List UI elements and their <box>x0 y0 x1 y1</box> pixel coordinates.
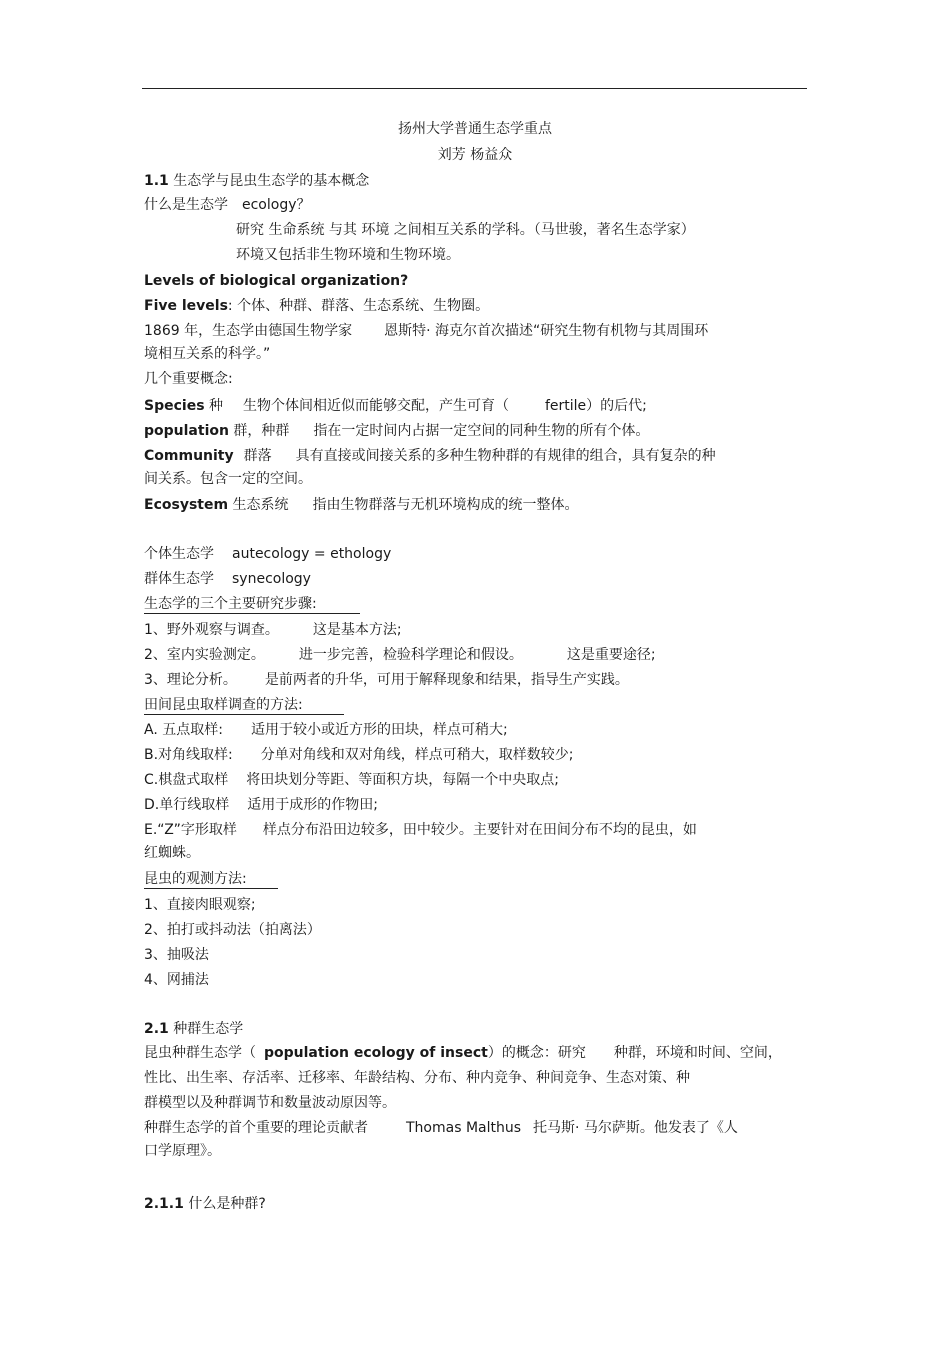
levels-question: Levels of biological organization? <box>144 273 409 289</box>
underlined-title: 昆虫的观测方法: <box>144 870 278 889</box>
section-number: 2.1 <box>144 1021 169 1037</box>
observation-3: 3、抽吸法 <box>144 947 209 963</box>
term-en: population <box>144 423 229 439</box>
method-desc: 分单对角线和双对角线，样点可稍大，取样数较少; <box>260 747 574 763</box>
haeckel-text-b: 恩斯特· 海克尔首次描述“研究生物有机物与其周围环 <box>384 323 709 339</box>
observation-4: 4、网捕法 <box>144 972 209 988</box>
document-title: 扬州大学普通生态学重点 <box>398 121 552 137</box>
step-3 <box>144 671 629 689</box>
step-note: 是前两者的升华，可用于解释现象和结果，指导生产实践。 <box>264 672 629 688</box>
subsection-title: 什么是种群? <box>188 1196 266 1212</box>
observation-1: 1、直接肉眼观察; <box>144 897 256 913</box>
term-zh: 种 <box>208 398 223 414</box>
observation-2: 2、拍打或抖动法（拍离法） <box>144 922 321 938</box>
term-en: Ecosystem <box>144 497 229 513</box>
sampling-c <box>144 771 559 789</box>
concept-community <box>144 447 716 465</box>
sampling-d <box>144 796 378 814</box>
term-definition: 指在一定时间内占据一定空间的同种生物的所有个体。 <box>313 423 650 439</box>
definition-line-1: 研究 生命系统 与其 环境 之间相互关系的学科。（马世骏，著名生态学家） <box>236 222 695 238</box>
underlined-title: 生态学的三个主要研究步骤: <box>144 595 360 614</box>
autecology-line <box>144 545 391 563</box>
document-authors: 刘芳 杨益众 <box>437 147 513 163</box>
paragraph-text: 种群，环境和时间、空间， <box>613 1045 782 1061</box>
paragraph-text: 托马斯· 马尔萨斯。他发表了《人 <box>533 1120 738 1136</box>
question-text: 什么是生态学 <box>144 197 228 213</box>
sampling-title <box>144 696 344 715</box>
haeckel-text-a: 1869 年，生态学由德国生物学家 <box>144 323 353 339</box>
section-heading-2-1 <box>144 1020 243 1038</box>
population-ecology-line-2: 性比、出生率、存活率、迁移率、年龄结构、分布、种内竞争、种间竞争、生态对策、种 <box>144 1070 690 1086</box>
paragraph-text: 昆虫种群生态学（ <box>144 1045 256 1061</box>
step-label: 1、野外观察与调查。 <box>144 622 279 638</box>
term-definition-end: fertile）的后代; <box>544 398 647 414</box>
step-note: 这是基本方法; <box>312 622 402 638</box>
term-definition: 生物个体间相近似而能够交配，产生可育（ <box>242 398 509 414</box>
concept-population <box>144 422 649 440</box>
underlined-title: 田间昆虫取样调查的方法: <box>144 696 344 715</box>
method-desc: 样点分布沿田边较多，田中较少。主要针对在田间分布不均的昆虫，如 <box>262 822 697 838</box>
subsection-number: 2.1.1 <box>144 1196 184 1212</box>
sampling-e-cont: 红蜘蛛。 <box>144 845 200 861</box>
subsection-heading-2-1-1 <box>144 1195 266 1213</box>
five-levels-text: : 个体、种群、群落、生态系统、生物圈。 <box>227 298 490 314</box>
step-note: 进一步完善，检验科学理论和假设。 <box>298 647 523 663</box>
step-2 <box>144 646 656 664</box>
section-number: 1.1 <box>144 173 169 189</box>
method-desc: 适用于成形的作物田; <box>247 797 378 813</box>
question-term: ecology？ <box>242 197 311 213</box>
step-label: 3、理论分析。 <box>144 672 237 688</box>
term-zh: 个体生态学 <box>144 546 214 562</box>
five-levels <box>144 297 489 315</box>
method-label: C.棋盘式取样 <box>144 772 229 788</box>
method-desc: 适用于较小或近方形的田块，样点可稍大; <box>250 722 508 738</box>
term-zh: 生态系统 <box>232 497 289 513</box>
method-label: D.单行线取样 <box>144 797 230 813</box>
term-en: autecology = ethology <box>232 546 392 562</box>
term-en: Community <box>144 448 234 464</box>
concepts-intro: 几个重要概念: <box>144 371 233 387</box>
synecology-line <box>144 570 311 588</box>
malthus-line-1 <box>144 1119 738 1137</box>
term-zh: 群，种群 <box>233 423 290 439</box>
step-label: 2、室内实验测定。 <box>144 647 265 663</box>
step-note-2: 这是重要途径; <box>566 647 656 663</box>
five-levels-label: Five levels <box>144 298 228 314</box>
malthus-line-2: 口学原理》。 <box>144 1143 221 1159</box>
question-ecology <box>144 196 311 214</box>
sampling-a <box>144 721 508 739</box>
term-definition: 具有直接或间接关系的多种生物种群的有规律的组合，具有复杂的种 <box>295 448 716 464</box>
haeckel-line-2: 境相互关系的科学。” <box>144 346 271 362</box>
method-label: B.对角线取样: <box>144 747 233 763</box>
definition-line-2: 环境又包括非生物环境和生物环境。 <box>236 247 460 263</box>
method-label: E.“Z”字形取样 <box>144 822 237 838</box>
term-en: synecology <box>232 571 311 587</box>
term-zh: 群落 <box>243 448 272 464</box>
term-zh: 群体生态学 <box>144 571 214 587</box>
term-definition: 指由生物群落与无机环境构成的统一整体。 <box>312 497 579 513</box>
section-heading-1-1 <box>144 172 369 190</box>
population-ecology-line-1 <box>144 1044 782 1062</box>
observation-title <box>144 870 278 889</box>
term-en: Species <box>144 398 205 414</box>
concept-community-cont: 间关系。包含一定的空间。 <box>144 471 312 487</box>
haeckel-line-1 <box>144 322 708 340</box>
sampling-e <box>144 821 697 839</box>
sampling-b <box>144 746 574 764</box>
header-rule <box>142 88 807 89</box>
population-ecology-line-3: 群模型以及种群调节和数量波动原因等。 <box>144 1095 396 1111</box>
step-1 <box>144 621 402 639</box>
steps-title <box>144 595 360 614</box>
method-label: A. 五点取样: <box>144 722 223 738</box>
paragraph-text: ）的概念：研究 <box>487 1045 586 1061</box>
section-title: 生态学与昆虫生态学的基本概念 <box>173 173 370 189</box>
concept-ecosystem <box>144 496 579 514</box>
method-desc: 将田块划分等距、等面积方块，每隔一个中央取点; <box>246 772 559 788</box>
paragraph-term-en: Thomas Malthus <box>406 1120 522 1136</box>
paragraph-text: 种群生态学的首个重要的理论贡献者 <box>144 1120 368 1136</box>
concept-species <box>144 397 647 415</box>
section-title: 种群生态学 <box>173 1021 244 1037</box>
paragraph-term-en: population ecology of insect <box>264 1045 488 1061</box>
